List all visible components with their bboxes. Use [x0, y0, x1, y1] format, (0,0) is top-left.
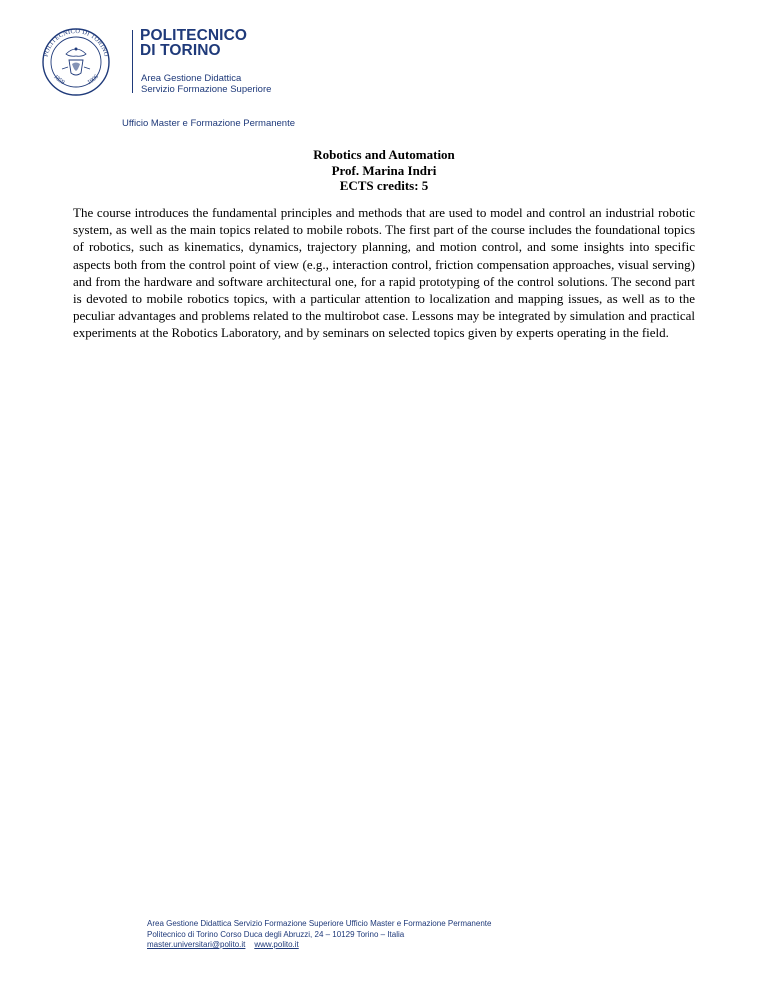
course-description: The course introduces the fundamental principles and methods that are used to model and control an industrial robotic system, as well as the main topics related to mobile robots. The first part of the course includes the foundational topics of robotics, such as kinematics, dynamics, trajectory planning, and motion control, and some insights into specific aspects both from the control point of view (e.g., interaction control, friction compensation approaches, visual serving) and from the hardware and software architectural one, for a rapid prototyping of the control solutions. The second part is devoted to mobile robotics topics, with a particular attention to localization and mapping issues, as well as to the peculiar advantages and problems related to the multirobot case. Lessons may be integrated by simulation and practical experiments at the Robotics Laboratory, and by seminars on selected topics given by experts operating in the field. — [73, 205, 695, 341]
footer-line-2: Politecnico di Torino Corso Duca degli Abruzzi, 24 – 10129 Torino – Italia — [147, 929, 405, 939]
email-link[interactable]: master.universitari@polito.it — [147, 940, 246, 949]
office-name: Ufficio Master e Formazione Permanente — [122, 118, 296, 129]
website-link[interactable]: www.polito.it — [254, 940, 299, 949]
department-line-2: Servizio Formazione Superiore — [141, 84, 272, 95]
footer-line-1: Area Gestione Didattica Servizio Formazione Superiore Ufficio Master e Formazione Permanente — [147, 919, 492, 928]
brand-line-1: POLITECNICO — [140, 27, 248, 44]
department-block — [141, 73, 271, 95]
course-title: Robotics and Automation — [313, 147, 455, 162]
svg-text:1859: 1859 — [51, 73, 66, 87]
svg-text:1906: 1906 — [86, 73, 101, 87]
brand-line-2: DI TORINO — [140, 42, 221, 59]
course-professor: Prof. Marina Indri — [331, 162, 437, 178]
svg-text:POLITECNICO DI TORINO: POLITECNICO DI TORINO — [42, 27, 110, 58]
course-heading — [0, 147, 768, 194]
footer-links — [147, 940, 491, 951]
university-seal-logo — [22, 27, 130, 97]
course-credits: ECTS credits: 5 — [339, 178, 429, 193]
letterhead-divider — [132, 30, 133, 93]
page-footer — [147, 919, 491, 951]
department-line-1: Area Gestione Didattica — [141, 73, 242, 84]
university-name — [140, 28, 247, 58]
